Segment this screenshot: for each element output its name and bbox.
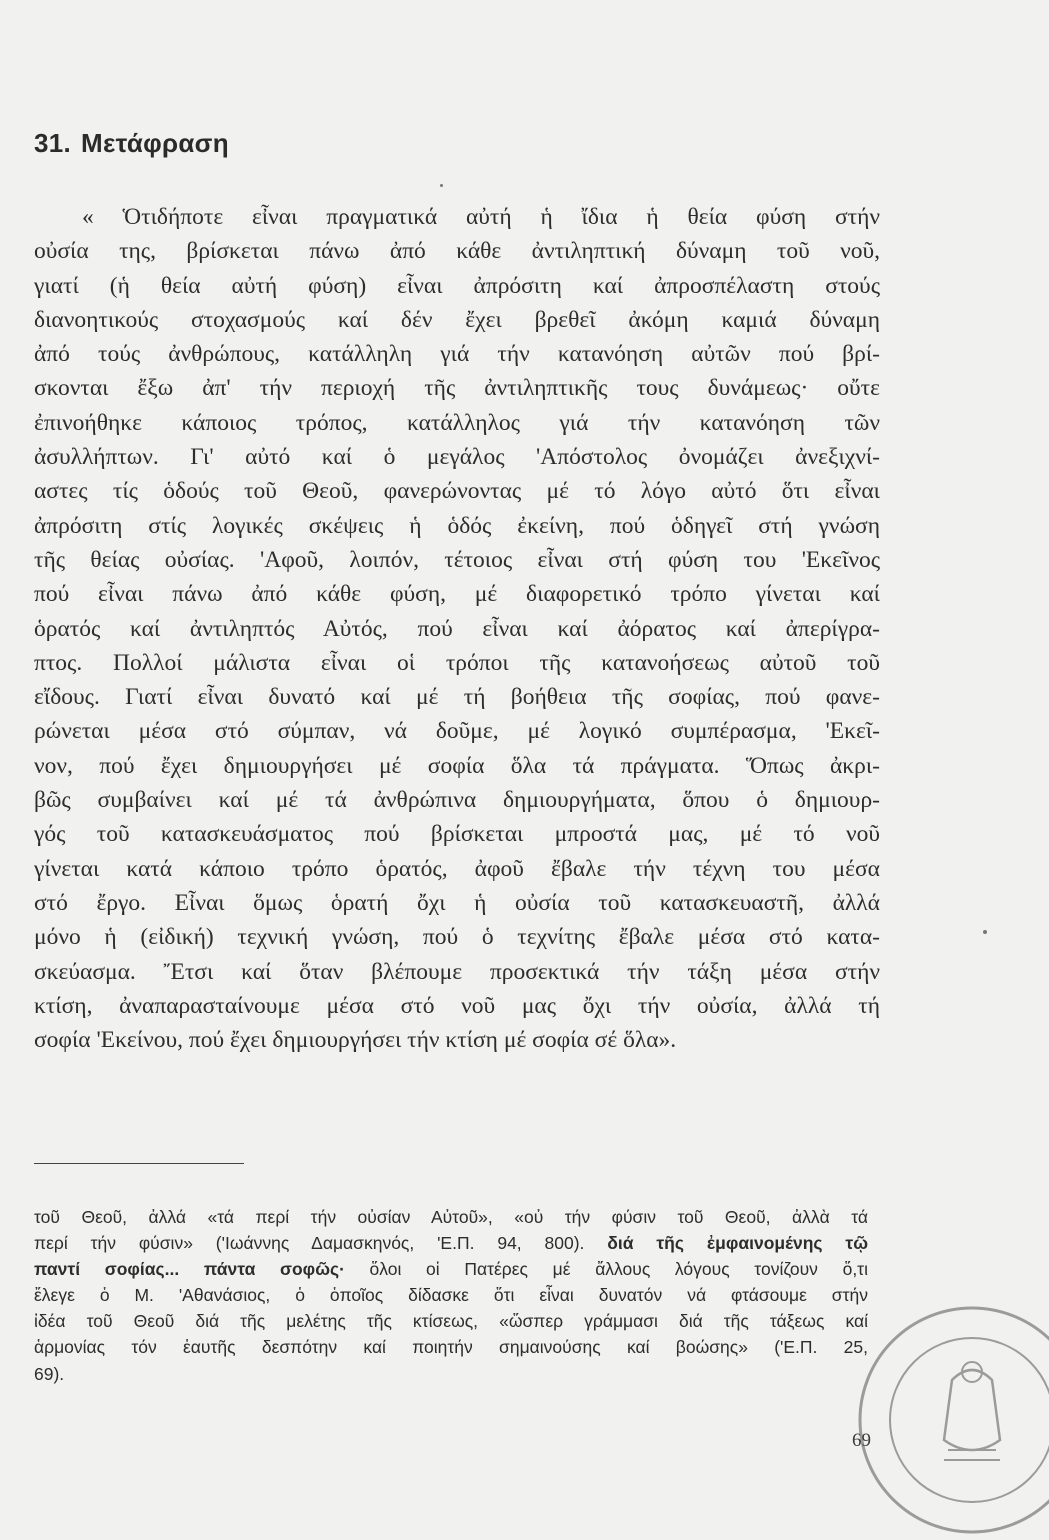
paragraph-line: στό ἔργο. Εἶναι ὅμως ὁρατή ὄχι ἡ οὐσία τοῦ κατασκευαστῆ, ἀλλά: [34, 889, 880, 916]
paragraph-line: ἀπό τούς ἀνθρώπους, κατάλληλη γιά τήν κατανόηση αὐτῶν πού βρί-: [34, 341, 880, 368]
paragraph-line: σκονται ἔξω ἀπ' τήν περιοχή τῆς ἀντιληπτικῆς τους δυνάμεως· οὔτε: [34, 375, 880, 402]
section-number: 31.: [34, 128, 72, 158]
paragraph-line: ὁρατός καί ἀντιληπτός Αὐτός, πού εἶναι καί ἀόρατος καί ἀπερίγρα-: [34, 615, 880, 642]
paragraph-line: σοφία 'Εκείνου, πού ἔχει δημιουργήσει τήν κτίση μέ σοφία σέ ὅλα».: [34, 1027, 677, 1054]
footnote-line: ἰδέα τοῦ Θεοῦ διά τῆς μελέτης τῆς κτίσεως, «ὥσπερ γράμμασι διά τῆς τάξεως καί: [34, 1311, 868, 1332]
paragraph-line: τῆς θείας οὐσίας. 'Αφοῦ, λοιπόν, τέτοιος εἶναι στή φύση του 'Εκεῖνος: [34, 546, 880, 573]
paper-speck: [983, 930, 987, 934]
paragraph-line: γιατί (ἡ θεία αὐτή φύση) εἶναι ἀπρόσιτη καί ἀπροσπέλαστη στούς: [34, 272, 880, 299]
paragraph-line: γίνεται κατά κάποιο τρόπο ὁρατός, ἀφοῦ ἔβαλε τήν τέχνη του μέσα: [34, 855, 880, 882]
footnote-line: ἔλεγε ὁ Μ. 'Αθανάσιος, ὁ ὁποῖος δίδασκε ὅτι εἶναι δυνατόν νά φτάσουμε στήν: [34, 1285, 868, 1306]
paragraph-line: « Ὁτιδήποτε εἶναι πραγματικά αὐτή ἡ ἴδια ἡ θεία φύση στήν: [82, 204, 880, 230]
paragraph-line: εἴδους. Γιατί εἶναι δυνατό καί μέ τή βοήθεια τῆς σοφίας, πού φανε-: [34, 684, 880, 711]
paragraph-line: βῶς συμβαίνει καί μέ τά ἀνθρώπινα δημιουργήματα, ὅπου ὁ δημιουρ-: [34, 787, 880, 814]
section-heading: [34, 128, 229, 159]
section-title: Μετάφραση: [81, 128, 229, 158]
paragraph-line: ἀσυλλήπτων. Γι' αὐτό καί ὁ μεγάλος 'Απόστολος ὀνομάζει ἀνεξιχνί-: [34, 444, 880, 471]
footnote-separator: [34, 1163, 244, 1164]
footnote-line: τοῦ Θεοῦ, ἀλλά «τά περί τήν οὐσίαν Αὐτοῦ», «οὐ τήν φύσιν τοῦ Θεοῦ, ἀλλὰ τά: [34, 1207, 868, 1227]
footnote-bold-quote: παντί σοφίας... πάντα σοφῶς·: [34, 1259, 345, 1280]
footnote-line: [34, 1230, 868, 1256]
footnote-line: [34, 1256, 868, 1282]
paragraph-line: πτος. Πολλοί μάλιστα εἶναι οἱ τρόποι τῆς κατανοήσεως αὐτοῦ τοῦ: [34, 649, 880, 676]
footnote-line: 69).: [34, 1363, 65, 1384]
footnote: [34, 1204, 868, 1387]
paragraph-line: ἀπρόσιτη στίς λογικές σκέψεις ἡ ὁδός ἐκείνη, πού ὁδηγεῖ στή γνώση: [34, 512, 880, 539]
paragraph-line: κτίση, ἀναπαρασταίνουμε μέσα στό νοῦ μας ὄχι τήν οὐσία, ἀλλά τή: [34, 992, 880, 1019]
paragraph-line: οὐσία της, βρίσκεται πάνω ἀπό κάθε ἀντιληπτική δύναμη τοῦ νοῦ,: [34, 238, 880, 265]
page-number: 69: [852, 1430, 871, 1451]
paper-speck: [440, 184, 443, 187]
footnote-text: ὅλοι οἱ Πατέρες μέ ἄλλους λόγους τονίζουν ὅ,τι: [344, 1259, 868, 1280]
paragraph-line: μόνο ἡ (εἰδική) τεχνική γνώση, πού ὁ τεχνίτης ἔβαλε μέσα στό κατα-: [34, 924, 880, 951]
paragraph-line: αστες τίς ὁδούς τοῦ Θεοῦ, φανερώνοντας μέ τό λόγο αὐτό ὅτι εἶναι: [34, 478, 880, 505]
paragraph-line: ἐπινοήθηκε κάποιος τρόπος, κατάλληλος γιά τήν κατανόηση τῶν: [34, 409, 880, 436]
paragraph-line: σκεύασμα. Ἔτσι καί ὅταν βλέπουμε προσεκτικά τήν τάξη μέσα στήν: [34, 958, 880, 985]
footnote-bold-quote: διά τῆς ἐμφαινομένης τῷ: [607, 1233, 868, 1254]
paragraph-line: γός τοῦ κατασκευάσματος πού βρίσκεται μπροστά μας, μέ τό νοῦ: [34, 821, 880, 848]
library-stamp-icon: [852, 1300, 1049, 1540]
paragraph-line: ρώνεται μέσα στό σύμπαν, νά δοῦμε, μέ λογικό συμπέρασμα, 'Εκεῖ-: [34, 718, 880, 745]
paragraph-line: διανοητικούς στοχασμούς καί δέν ἔχει βρεθεῖ ἀκόμη καμιά δύναμη: [34, 306, 880, 333]
paragraph-line: πού εἶναι πάνω ἀπό κάθε φύση, μέ διαφορετικό τρόπο γίνεται καί: [34, 581, 880, 608]
footnote-line: ἁρμονίας τόν ἑαυτῆς δεσπότην καί ποιητήν σημαινούσης καί βοώσης» ('Ε.Π. 25,: [34, 1337, 868, 1358]
footnote-text: περί τήν φύσιν» ('Ιωάννης Δαμασκηνός, 'Ε.Π. 94, 800).: [34, 1233, 608, 1254]
paragraph-line: νον, πού ἔχει δημιουργήσει μέ σοφία ὅλα τά πράγματα. Ὅπως ἀκρι-: [34, 752, 880, 779]
translation-paragraph: [34, 200, 880, 1057]
